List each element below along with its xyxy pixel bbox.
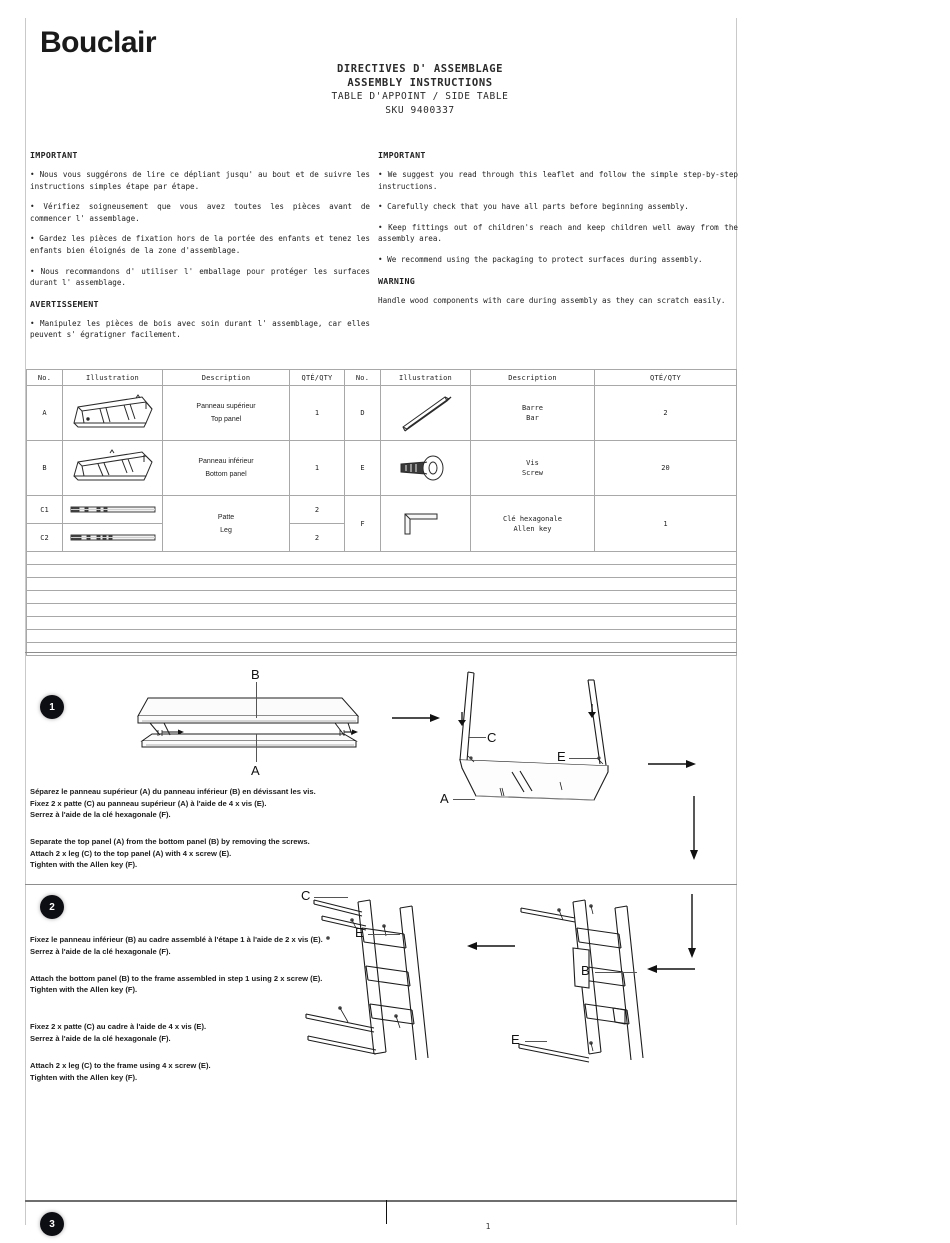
notice-column-french [30,150,370,350]
step-2-fr2-line-2: Serrez à l'aide de la clé hexagonale (F). [30,1033,171,1043]
important-heading-en: IMPORTANT [378,150,426,160]
step-2-en-line-1: Attach the bottom panel (B) to the frame assembled in step 1 using 2 x screw (E). [30,973,323,983]
part-desc-en: Bar [526,414,539,422]
table-row-blank [27,630,737,643]
product-name-line: TABLE D'APPOINT / SIDE TABLE [331,91,509,102]
parts-list-table [26,369,737,656]
step-2-label-e: E [355,925,364,940]
part-desc-e [471,441,595,496]
notice-bullet: • We recommend using the packaging to protect surfaces during assembly. [378,254,703,264]
part-desc-fr: Panneau inférieur [198,458,254,465]
warning-bullet: • Manipulez les pièces de bois avec soin durant l' assemblage, car elles peuvent s' égratigner facilement. [30,318,370,340]
col-header-qty-2: QTÉ/QTY [595,370,737,386]
allen-key-icon [381,496,471,552]
col-header-ill: Illustration [63,370,163,386]
step-badge-2: 2 [40,895,64,919]
part-desc-fr: Barre [521,404,544,412]
step-1-instructions [30,786,340,871]
col-header-no-2: No. [345,370,381,386]
table-row [27,441,737,496]
part-qty-e: 20 [595,441,737,496]
step-1-diagram-frame [440,668,640,818]
table-row-blank [27,617,737,630]
step-2-fr-line-2: Serrez à l'aide de la clé hexagonale (F). [30,946,171,956]
table-row-blank [27,552,737,565]
part-no-e: E [345,441,381,496]
notice-bullet: • Carefully check that you have all parts before beginning assembly. [378,202,689,212]
part-desc-fr: Vis [526,459,539,467]
step-2-leader-e2 [525,1041,547,1042]
bar-icon [381,386,471,441]
part-qty-b: 1 [290,441,345,496]
warning-text: Handle wood components with care during assembly as they can scratch easily. [378,295,726,305]
part-desc-en: Screw [521,469,544,477]
notice-bullet: • Gardez les pièces de fixation hors de la portée des enfants et tenez les enfants bien éloignés de la zone d'assemblage. [30,234,370,255]
step-1-label-a: A [251,763,260,778]
step-1-leader-c [468,737,486,738]
step-1-leader-b [256,682,257,718]
step-2-leader-e [368,934,400,935]
part-desc-en: Bottom panel [205,471,247,478]
step-1-fr-line-2: Fixez 2 x patte (C) au panneau supérieur (A) à l'aide de 4 x vis (E). [30,798,267,808]
step-1-diagram-panels [120,688,380,758]
step-1-leader-a2 [453,799,475,800]
table-row-blank [27,578,737,591]
part-no-d: D [345,386,381,441]
top-panel-icon [63,386,163,441]
part-desc-c [163,496,290,552]
step-2-label-c: C [301,888,311,903]
step-1-fr-line-1: Séparez le panneau supérieur (A) du panneau inférieur (B) en dévissant les vis. [30,787,316,796]
notice-bullet: • Nous vous suggérons de lire ce dépliant jusqu' au bout et de suivre les instructions simples étape par étape. [30,170,370,191]
step-1-leader-a [256,734,257,762]
part-qty-d: 2 [595,386,737,441]
step-1-top-rule [25,652,737,653]
step-1-label-c: C [487,730,497,745]
notice-column-english [378,150,738,315]
step-1-label-a2: A [440,791,449,806]
step-2-fr-line-1: Fixez le panneau inférieur (B) au cadre assemblé à l'étape 1 à l'aide de 2 x vis (E). [30,935,323,944]
step-1-en-line-1: Separate the top panel (A) from the bottom panel (B) by removing the screws. [30,837,310,847]
table-row [27,386,737,441]
step-2-instructions [30,934,340,1083]
step-2-en2-line-2: Tighten with the Allen key (F). [30,1072,138,1082]
title-line-fr: DIRECTIVES D' ASSEMBLAGE [336,63,504,75]
part-desc-f [471,496,595,552]
notice-bullet: • Nous recommandons d' utiliser l' emballage pour protéger les surfaces durant l' assemblage. [30,266,370,288]
step-2-fr2-line-1: Fixez 2 x patte (C) au cadre à l'aide de 4 x vis (E). [30,1022,207,1032]
warning-heading-en: WARNING [378,275,416,286]
table-row-blank [27,565,737,578]
sku-line: SKU 9400337 [385,105,455,116]
notice-bullet: • Vérifiez soigneusement que vous avez toutes les pièces avant de commencer l' assemblage. [30,202,370,223]
step-2-label-e2: E [511,1032,520,1047]
part-qty-c2: 2 [290,524,345,552]
part-desc-fr: Clé hexagonale [502,514,562,523]
leg-icon [63,524,163,552]
leg-icon [63,496,163,524]
col-header-qty: QTÉ/QTY [290,370,345,386]
step-1-arrow-right [392,712,442,724]
brand-logo: Bouclair [40,26,157,59]
table-header-row [27,370,737,386]
part-no-b: B [27,441,63,496]
step-1-leader-e [569,758,597,759]
part-desc-b [163,441,290,496]
step-2-label-b: B [581,963,590,978]
step-2-arrow-left [465,940,515,952]
warning-heading-fr: AVERTISSEMENT [30,298,99,309]
part-desc-en: Allen key [513,524,552,533]
part-no-f: F [345,496,381,552]
step-2-leader-c [314,897,348,898]
step-2-leader-b [595,972,637,973]
part-qty-c1: 2 [290,496,345,524]
bottom-panel-icon [63,441,163,496]
step-1-en-line-3: Tighten with the Allen key (F). [30,860,138,870]
step-2-en2-line-1: Attach 2 x leg (C) to the frame using 4 x screw (E). [30,1061,211,1071]
notice-bullet: • We suggest you read through this leaflet and follow the simple step-by-step instructions. [378,170,738,191]
step-2-arrow-down [686,894,698,960]
step-1-fr-line-3: Serrez à l'aide de la clé hexagonale (F). [30,810,171,820]
part-desc-fr: Patte [217,513,235,521]
col-header-desc: Description [163,370,290,386]
col-header-desc-2: Description [471,370,595,386]
title-line-en: ASSEMBLY INSTRUCTIONS [347,77,493,89]
part-no-c1: C1 [27,496,63,524]
step-badge-1: 1 [40,695,64,719]
title-block [240,62,600,118]
part-desc-en: Top panel [210,416,242,423]
step-1-arrow-right-2 [648,758,698,770]
table-row-blank [27,604,737,617]
part-no-c2: C2 [27,524,63,552]
part-desc-fr: Panneau supérieur [196,403,256,410]
step-2-en-line-2: Tighten with the Allen key (F). [30,985,138,995]
step-1-label-b: B [251,667,260,682]
step-1-arrow-down [688,796,700,862]
step-2-top-rule [25,884,737,885]
table-row-blank [27,643,737,656]
part-no-a: A [27,386,63,441]
part-qty-a: 1 [290,386,345,441]
screw-icon [381,441,471,496]
important-heading-fr: IMPORTANT [30,150,78,160]
notice-bullet: • Keep fittings out of children's reach and keep children well away from the assembly area. [378,222,738,244]
col-header-no: No. [27,370,63,386]
step-3-column-divider [386,1200,387,1224]
col-header-ill-2: Illustration [381,370,471,386]
table-row [27,496,737,524]
step-3-top-rule [25,1200,737,1202]
step-2-arrow-left-2 [645,963,695,975]
step-badge-3: 3 [40,1212,64,1236]
table-row-blank [27,591,737,604]
page-number: 1 [485,1222,491,1231]
step-1-en-line-2: Attach 2 x leg (C) to the top panel (A) with 4 x screw (E). [30,848,232,858]
part-qty-f: 1 [595,496,737,552]
part-desc-a [163,386,290,441]
part-desc-d [471,386,595,441]
step-1-label-e: E [557,749,566,764]
part-desc-en: Leg [220,526,232,534]
